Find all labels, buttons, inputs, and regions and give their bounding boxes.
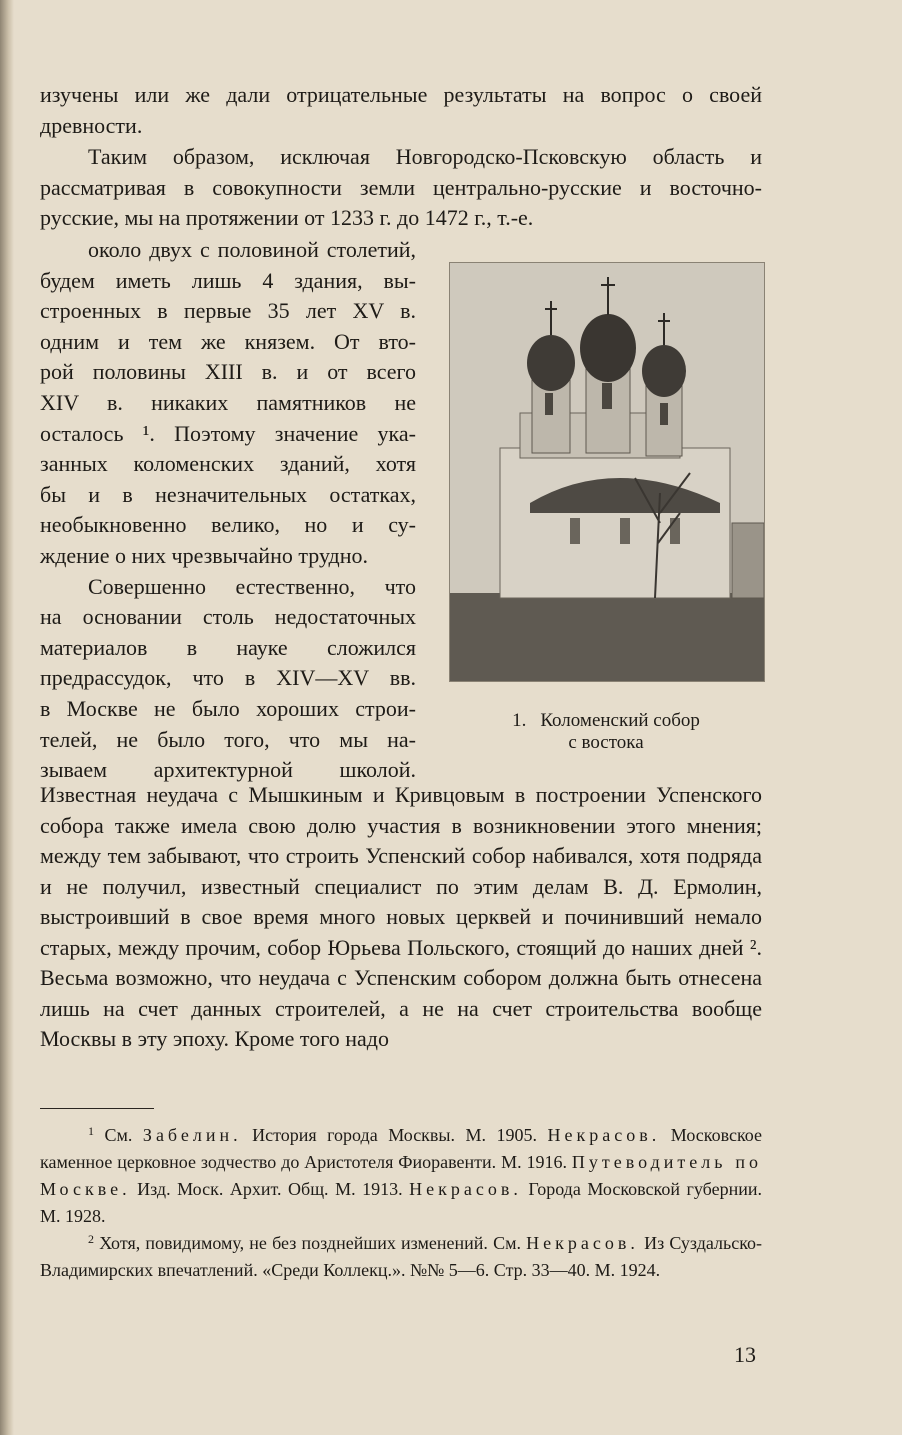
text-line: в Москве не было хороших строи-	[40, 695, 416, 721]
footnote-text: История города Москвы. М. 1905.	[241, 1125, 548, 1145]
paragraph-text: Известная неудача с Мышкиным и Кривцовым в построении Успенского собора также имела свою долю участия в возникновении этого мнения; между тем забывают, что строить Успенский собор набивался, хотя подряда и не получил, известный специалист по этим делам В. Д. Ермолин, выстроивший в свое время много новых церквей и починивший немало старых, между прочим, собор Юрьева Польского, стоящий до наших дней ². Весьма возможно, что неудача с Успенским собором должна быть отнесена лишь на счет данных строителей, а не на счет строительства вообще Москвы в эту эпоху. Кроме того надо	[40, 782, 762, 1051]
caption-line-2: с востока	[568, 732, 644, 753]
footnote-text: Из Суздальско-Владимирских впечатлений. «Среди Коллекц.». №№ 5—6. Стр. 33—40. М. 1924.	[40, 1233, 763, 1280]
text-line: необыкновенно велико, но и су-	[40, 512, 416, 538]
text-line: XIV в. никаких памятников не	[40, 389, 416, 415]
footnote-text: Города Московской губернии. М. 1928.	[40, 1179, 762, 1226]
page-binding-edge	[0, 0, 14, 1435]
caption-line-1: Коломенский собор	[540, 710, 700, 731]
text-line: телей, не было того, что мы на-	[40, 726, 416, 752]
text-paragraph-2	[40, 142, 762, 234]
footnotes	[40, 1122, 762, 1284]
text-line: предрассудок, что в XIV—XV вв.	[40, 665, 416, 691]
footnote-text: Хотя, повидимому, не без позднейших изменений. См.	[99, 1233, 527, 1253]
footnote-separator	[40, 1108, 154, 1109]
text-line: осталось ¹. Поэтому значение ука-	[40, 420, 416, 446]
footnote-1	[40, 1122, 762, 1230]
cathedral-illustration	[450, 263, 764, 681]
text-line: ждение о них чрезвычайно трудно.	[40, 542, 369, 568]
paragraph-text: изучены или же дали отрицательные результаты на вопрос о своей древности.	[40, 82, 762, 138]
paragraph-text: Таким образом, исключая Новгородско-Псковскую область и рассматривая в совокупности земли центрально-русские и восточно-русские, мы на протяжении от 1233 г. до 1472 г., т.-е.	[40, 144, 762, 230]
text-column-beside-figure	[40, 235, 416, 786]
text-line: зываем архитектурной школой.	[40, 757, 416, 783]
footnote-mark: 1	[88, 1124, 94, 1138]
text-line: одним и тем же князем. От вто-	[40, 328, 416, 354]
figure-caption	[449, 710, 763, 754]
text-line: материалов в науке сложился	[40, 634, 416, 660]
text-line: строенных в первые 35 лет XV в.	[40, 298, 416, 324]
cathedral-photo	[449, 262, 765, 682]
text-line: рой половины XIII в. и от всего	[40, 359, 416, 385]
footnote-author: Некрасов.	[409, 1179, 522, 1199]
text-line: на основании столь недостаточных	[40, 604, 416, 630]
footnote-2	[40, 1230, 762, 1284]
text-line: около двух с половиной столетий,	[88, 237, 416, 262]
text-paragraph-1	[40, 80, 762, 141]
footnote-author: Путеводитель по Москве.	[40, 1152, 762, 1199]
footnote-author: Некрасов.	[526, 1233, 639, 1253]
text-line: бы и в незначительных остатках,	[40, 481, 416, 507]
text-line: Совершенно естественно, что	[88, 573, 416, 599]
figure-number: 1.	[512, 710, 527, 731]
page-number: 13	[734, 1342, 756, 1367]
footnote-mark: 2	[88, 1232, 94, 1246]
footnote-author: Забелин.	[142, 1125, 242, 1145]
text-line: будем иметь лишь 4 здания, вы-	[40, 267, 416, 293]
footnote-text: См.	[104, 1125, 143, 1145]
footnote-text: Московское каменное церковное зодчество до Аристотеля Фиоравенти. М. 1916.	[40, 1125, 763, 1172]
footnote-author: Некрасов.	[547, 1125, 661, 1145]
text-line: занных коломенских зданий, хотя	[40, 451, 416, 477]
footnote-text: Изд. Моск. Архит. Общ. М. 1913.	[130, 1179, 410, 1199]
text-paragraph-3	[40, 780, 762, 1055]
